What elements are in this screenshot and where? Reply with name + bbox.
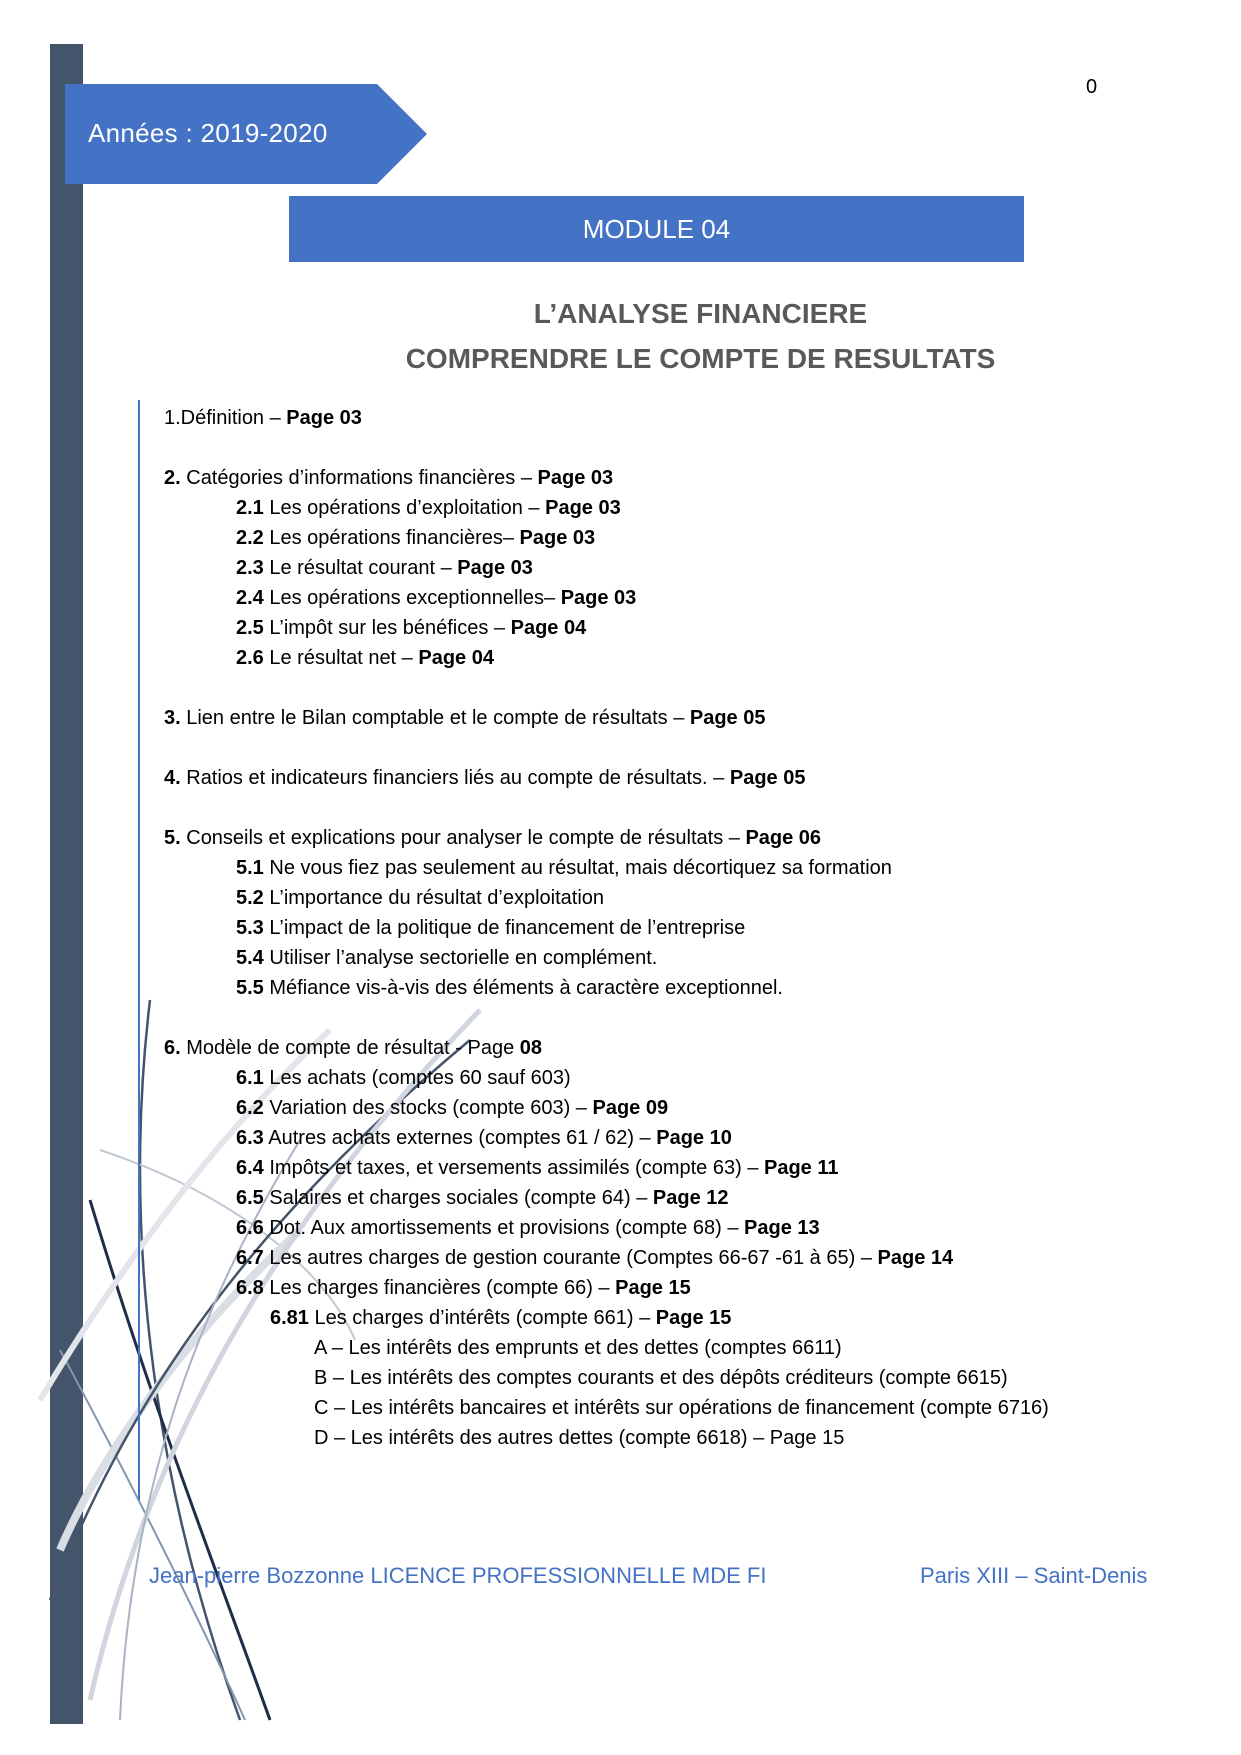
- toc-item-text: Les opérations financières–: [263, 527, 520, 549]
- toc-item: [236, 1156, 839, 1180]
- toc-item: [314, 1366, 1008, 1390]
- toc-item-page: 08: [519, 1037, 543, 1059]
- toc-item: [236, 1246, 953, 1270]
- toc-item: [236, 556, 533, 580]
- years-label: Années : 2019-2020: [88, 118, 328, 148]
- toc-item-text: Dot. Aux amortissements et provisions (compte 68) –: [263, 1217, 745, 1239]
- toc-item: [236, 886, 604, 910]
- toc-item-page: Page 12: [652, 1187, 729, 1209]
- toc-item-text: Ne vous fiez pas seulement au résultat, mais décortiquez sa formation: [263, 857, 892, 879]
- toc-item-text: B – Les intérêts des comptes courants et des dépôts créditeurs (compte 6615): [314, 1367, 1008, 1389]
- toc-item-page: Page 15: [655, 1307, 732, 1329]
- toc-item-page: Page 04: [510, 617, 587, 639]
- toc-item-text: A – Les intérêts des emprunts et des dettes (comptes 6611): [314, 1337, 842, 1359]
- toc-item-number: 4.: [164, 767, 181, 789]
- toc-item: [164, 706, 765, 730]
- toc-item-text: C – Les intérêts bancaires et intérêts sur opérations de financement (compte 6716): [314, 1397, 1049, 1419]
- toc-item-text: Les opérations d’exploitation –: [263, 497, 546, 519]
- toc-item-number: 2.1: [236, 497, 264, 519]
- toc-item-number: 5.2: [236, 887, 264, 909]
- toc-item-text: Les autres charges de gestion courante (Comptes 66-67 -61 à 65) –: [263, 1247, 878, 1269]
- toc-item: [314, 1396, 1049, 1420]
- toc-item: [164, 826, 821, 850]
- toc-item: [236, 976, 783, 1000]
- toc-item-text: Les charges financières (compte 66) –: [263, 1277, 616, 1299]
- toc-item-page: Page 10: [656, 1127, 732, 1149]
- footer-author: Jean-pierre Bozzonne LICENCE PROFESSIONNELLE MDE FI: [149, 1563, 767, 1588]
- toc-item-page: Page 03: [457, 557, 533, 579]
- toc-item-page: Page 05: [729, 767, 806, 789]
- toc-item-page: Page 15: [615, 1277, 691, 1299]
- toc-item-number: 5.5: [236, 977, 264, 999]
- toc-item-text: Les opérations exceptionnelles–: [263, 587, 561, 609]
- module-label: MODULE 04: [582, 213, 731, 244]
- toc-item: [164, 466, 613, 490]
- toc-item-number: 6.81: [270, 1307, 309, 1329]
- toc-item: [236, 1126, 732, 1150]
- toc-item-text: Impôts et taxes, et versements assimilés (compte 63) –: [263, 1157, 764, 1179]
- toc-item-page: Page 13: [744, 1217, 820, 1239]
- toc-item: [236, 586, 636, 610]
- toc-item-text: Conseils et explications pour analyser le compte de résultats –: [180, 827, 746, 849]
- toc-item-number: 2.3: [236, 557, 264, 579]
- toc-item-page: Page 09: [592, 1097, 669, 1119]
- toc-rule: [138, 400, 140, 1500]
- toc-item-number: 5.: [164, 827, 181, 849]
- toc-item: [236, 1186, 729, 1210]
- toc-item: [314, 1426, 844, 1450]
- toc-item-text: Utiliser l’analyse sectorielle en complément.: [263, 947, 658, 969]
- sidebar-bar: [50, 44, 83, 1724]
- toc-item-text: Le résultat net –: [263, 647, 419, 669]
- toc-item-page: Page 05: [689, 707, 766, 729]
- toc-item-number: 2.6: [236, 647, 264, 669]
- toc-item-number: 2.4: [236, 587, 264, 609]
- toc-item: [236, 646, 494, 670]
- toc-item: [236, 1216, 820, 1240]
- toc-item-text: L’impact de la politique de financement de l’entreprise: [263, 917, 746, 939]
- toc-item: [164, 1036, 542, 1060]
- toc-item-text: 1.Définition –: [164, 407, 287, 429]
- toc-item: [236, 616, 586, 640]
- toc-item-number: 2.2: [236, 527, 264, 549]
- toc-item-number: 5.1: [236, 857, 264, 879]
- toc-item-number: 6.8: [236, 1277, 264, 1299]
- toc-item: [236, 856, 892, 880]
- toc-item-number: 6.1: [236, 1067, 264, 1089]
- toc-item-text: Lien entre le Bilan comptable et le compte de résultats –: [180, 707, 690, 729]
- toc-item-number: 6.5: [236, 1187, 264, 1209]
- toc-item: [236, 526, 595, 550]
- toc-item: [236, 916, 745, 940]
- toc-item-page: Page 03: [519, 527, 596, 549]
- title-line-2: COMPRENDRE LE COMPTE DE RESULTATS: [405, 343, 996, 374]
- module-banner: [289, 196, 1024, 262]
- toc-item-page: Page 04: [418, 647, 494, 669]
- toc-item-text: Les achats (comptes 60 sauf 603): [263, 1067, 571, 1089]
- toc-item-number: 3.: [164, 707, 181, 729]
- toc-item-number: 5.4: [236, 947, 264, 969]
- toc-item: [164, 766, 805, 790]
- toc-item-number: 2.5: [236, 617, 264, 639]
- toc-item-text: Le résultat courant –: [263, 557, 458, 579]
- toc-item: [236, 946, 657, 970]
- toc-item-text: Méfiance vis-à-vis des éléments à caractère exceptionnel.: [263, 977, 783, 999]
- toc-item-text: Variation des stocks (compte 603) –: [263, 1097, 593, 1119]
- toc-item-page: Page 11: [764, 1157, 839, 1179]
- toc-item-page: Page 03: [537, 467, 614, 489]
- toc-item-number: 5.3: [236, 917, 264, 939]
- toc-item-text: Ratios et indicateurs financiers liés au compte de résultats. –: [180, 767, 730, 789]
- toc-item-page: Page 03: [286, 407, 362, 429]
- toc-item-text: Salaires et charges sociales (compte 64) –: [263, 1187, 653, 1209]
- footer-location: Paris XIII – Saint-Denis: [920, 1563, 1148, 1588]
- toc-item-number: 6.3: [236, 1127, 264, 1149]
- toc-item-number: 6.4: [236, 1157, 264, 1179]
- toc-item: [236, 1096, 668, 1120]
- toc-item-page: Page 14: [877, 1247, 954, 1269]
- toc-item: [164, 406, 362, 430]
- toc-item: [236, 1066, 571, 1090]
- toc-item-number: 2.: [164, 467, 181, 489]
- page-number: 0: [1086, 76, 1098, 98]
- toc-item-number: 6.: [164, 1037, 181, 1059]
- toc-item-number: 6.7: [236, 1247, 264, 1269]
- toc-item-page: Page 03: [560, 587, 637, 609]
- toc-item-number: 6.2: [236, 1097, 264, 1119]
- toc-item-text: D – Les intérêts des autres dettes (compte 6618) – Page 15: [314, 1427, 845, 1449]
- toc-item: [236, 1276, 691, 1300]
- toc-item-text: Autres achats externes (comptes 61 / 62) –: [263, 1127, 657, 1149]
- toc-item-page: Page 03: [545, 497, 621, 519]
- toc-item-text: L’impôt sur les bénéfices –: [263, 617, 511, 639]
- toc-item-text: L’importance du résultat d’exploitation: [263, 887, 605, 909]
- toc-item: [314, 1336, 842, 1360]
- toc-item-number: 6.6: [236, 1217, 264, 1239]
- toc-item-page: Page 06: [745, 827, 822, 849]
- toc-item: [270, 1306, 731, 1330]
- toc-item: [236, 496, 621, 520]
- toc-item-text: Les charges d’intérêts (compte 661) –: [308, 1307, 656, 1329]
- toc-item-text: Modèle de compte de résultat - Page: [180, 1037, 520, 1059]
- toc-item-text: Catégories d’informations financières –: [180, 467, 538, 489]
- title-line-1: L’ANALYSE FINANCIERE: [533, 298, 868, 329]
